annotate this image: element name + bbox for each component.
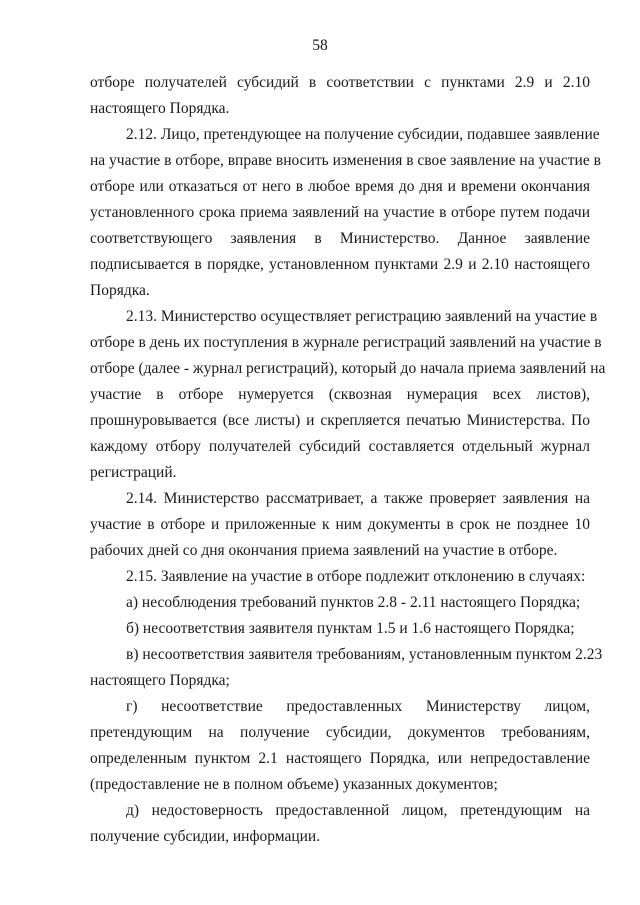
text-line: Порядка. [90, 282, 150, 299]
paragraph-continuation [90, 70, 590, 122]
text-line: настоящего Порядка; [90, 672, 230, 689]
paragraph-2-14 [90, 486, 590, 564]
text-line: отборе (далее - журнал регистраций), который до начала приема заявлений на [90, 360, 606, 377]
text-line: а) несоблюдения требований пунктов 2.8 - 2.11 настоящего Порядка; [126, 594, 581, 611]
paragraph-b [90, 616, 590, 642]
text-line: прошнуровывается (все листы) и скрепляется печатью Министерства. По [90, 412, 590, 429]
text-line: установленного срока приема заявлений на участие в отборе путем подачи [90, 204, 590, 221]
text-line: получение субсидии, информации. [90, 828, 321, 845]
text-line: участие в отборе нумеруется (сквозная нумерация всех листов), [90, 386, 590, 403]
text-line: б) несоответствия заявителя пунктам 1.5 и 1.6 настоящего Порядка; [126, 620, 575, 637]
page-number: 58 [312, 37, 328, 54]
text-line: д) недостоверность предоставленной лицом, претендующим на [126, 802, 590, 819]
text-line: соответствующего заявления в Министерство. Данное заявление [90, 230, 590, 247]
text-line: на участие в отборе, вправе вносить изменения в свое заявление на участие в [90, 152, 601, 169]
paragraph-2-12 [90, 122, 601, 304]
text-line: определенным пунктом 2.1 настоящего Порядка, или непредоставление [90, 750, 590, 767]
text-line: регистраций. [90, 464, 177, 481]
text-line: претендующим на получение субсидии, документов требованиям, [90, 724, 590, 741]
text-line: 2.14. Министерство рассматривает, а также проверяет заявления на [126, 490, 590, 507]
paragraph-d [90, 798, 590, 850]
text-line: 2.12. Лицо, претендующее на получение субсидии, подавшее заявление [126, 126, 600, 143]
text-line: отборе или отказаться от него в любое время до дня и времени окончания [90, 178, 590, 195]
text-line: каждому отбору получателей субсидий составляется отдельный журнал [90, 438, 590, 455]
text-line: участие в отборе и приложенные к ним документы в срок не позднее 10 [90, 516, 590, 533]
text-line: отборе в день их поступления в журнале регистраций заявлений на участие в [90, 334, 602, 351]
text-line: 2.15. Заявление на участие в отборе подлежит отклонению в случаях: [126, 568, 586, 585]
paragraph-g [90, 694, 590, 798]
text-line: в) несоответствия заявителя требованиям, установленным пунктом 2.23 [126, 646, 603, 663]
text-line: настоящего Порядка. [90, 100, 230, 117]
paragraph-2-15 [90, 564, 590, 590]
document-body [90, 70, 606, 850]
text-line: (предоставление не в полном объеме) указанных документов; [90, 776, 498, 793]
paragraph-v [90, 642, 603, 694]
paragraph-a [90, 590, 590, 616]
paragraph-2-13 [90, 304, 606, 486]
text-line: отборе получателей субсидий в соответствии с пунктами 2.9 и 2.10 [90, 74, 590, 91]
text-line: подписывается в порядке, установленном пунктами 2.9 и 2.10 настоящего [90, 256, 590, 273]
text-line: рабочих дней со дня окончания приема заявлений на участие в отборе. [90, 542, 558, 559]
text-line: 2.13. Министерство осуществляет регистрацию заявлений на участие в [126, 308, 598, 325]
text-line: г) несоответствие предоставленных Министерству лицом, [126, 698, 590, 715]
